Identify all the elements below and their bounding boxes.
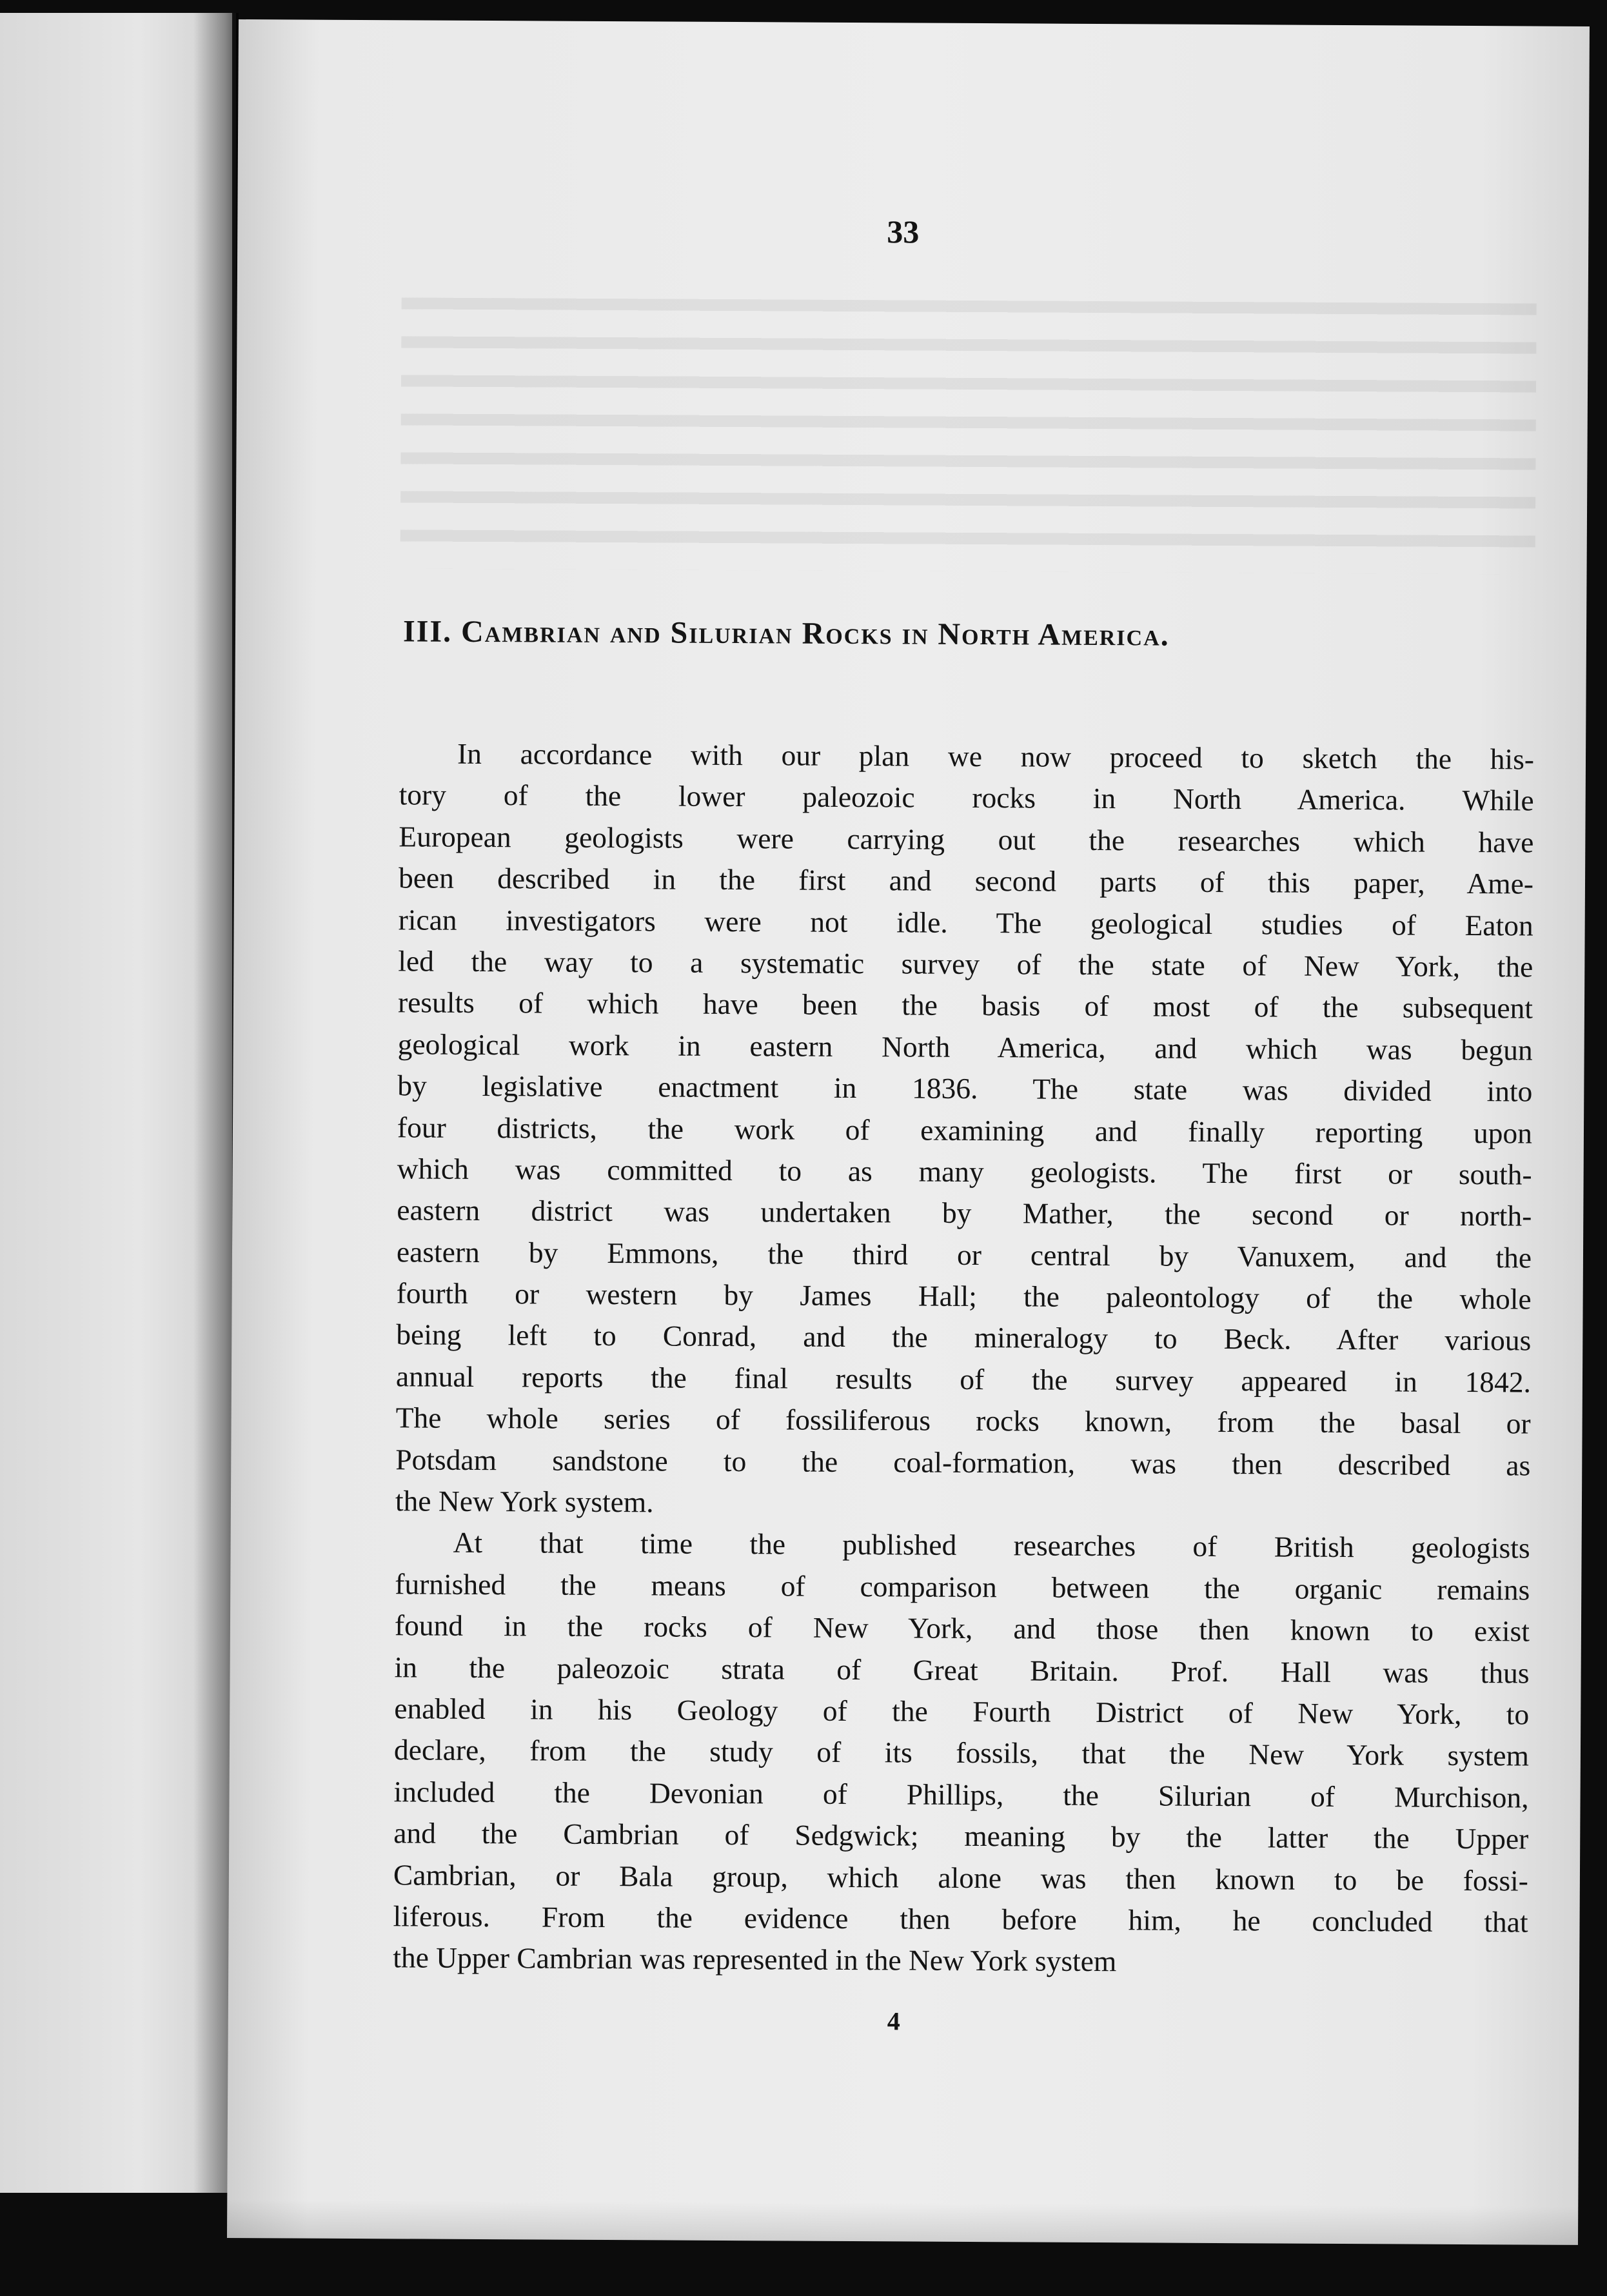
- text-line: been described in the first and second parts of this paper, Ame-: [398, 861, 1534, 900]
- text-line: Cambrian, or Bala group, which alone was then known to be fossi-: [393, 1857, 1529, 1897]
- text-line: eastern by Emmons, the third or central by Vanuxem, and the: [396, 1234, 1532, 1274]
- signature-mark: 4: [887, 2006, 900, 2036]
- text-line: European geologists were carrying out the researches which have: [399, 820, 1534, 859]
- text-line: In accordance with our plan we now proceed to sketch the his-: [457, 737, 1535, 776]
- text-line: tory of the lower paleozoic rocks in North America. While: [399, 778, 1534, 817]
- book-page: [227, 19, 1590, 2245]
- body-text: [393, 733, 1534, 1984]
- text-line: liferous. From the evidence then before him, he concluded that: [393, 1899, 1528, 1939]
- text-line: by legislative enactment in 1836. The state was divided into: [397, 1069, 1533, 1108]
- text-line: led the way to a systematic survey of the state of New York, the: [398, 944, 1533, 984]
- text-line: and the Cambrian of Sedgwick; meaning by the latter the Upper: [393, 1816, 1529, 1856]
- text-line: enabled in his Geology of the Fourth District of New York, to: [394, 1692, 1530, 1731]
- text-line: which was committed to as many geologists. The first or south-: [397, 1152, 1532, 1191]
- text-line: in the paleozoic strata of Great Britain. Prof. Hall was thus: [394, 1650, 1530, 1690]
- page-number: 33: [887, 213, 920, 250]
- text-line: results of which have been the basis of most of the subsequent: [397, 985, 1533, 1025]
- text-line: included the Devonian of Phillips, the Silurian of Murchison,: [393, 1775, 1529, 1814]
- paragraph: [393, 1522, 1530, 1985]
- text-line: four districts, the work of examining and finally reporting upon: [397, 1110, 1533, 1150]
- text-line: annual reports the final results of the survey appeared in 1842.: [395, 1360, 1532, 1399]
- text-line: rican investigators were not idle. The geological studies of Eaton: [398, 902, 1533, 942]
- text-line: the Upper Cambrian was represented in the New York system: [393, 1941, 1117, 1978]
- text-line: geological work in eastern North America, and which was begun: [397, 1027, 1533, 1067]
- paragraph: [395, 733, 1534, 1528]
- text-line: found in the rocks of New York, and those then known to exist: [394, 1608, 1530, 1648]
- text-line: eastern district was undertaken by Mather, the second or north-: [397, 1193, 1532, 1232]
- text-line: Potsdam sandstone to the coal-formation, was then described as: [395, 1442, 1531, 1482]
- text-line: furnished the means of comparison between the organic remains: [395, 1567, 1530, 1607]
- text-line: The whole series of fossiliferous rocks known, from the basal or: [395, 1401, 1531, 1440]
- text-line: declare, from the study of its fossils, that the New York system: [393, 1733, 1530, 1772]
- reverse-side-bleed-through: [400, 297, 1537, 574]
- text-line: At that time the published researches of British geologists: [453, 1526, 1530, 1565]
- section-heading: III. Cambrian and Silurian Rocks in North America.: [402, 614, 1170, 653]
- text-line: the New York system.: [395, 1484, 654, 1519]
- text-line: fourth or western by James Hall; the paleontology of the whole: [396, 1276, 1532, 1316]
- text-line: being left to Conrad, and the mineralogy to Beck. After various: [396, 1318, 1532, 1357]
